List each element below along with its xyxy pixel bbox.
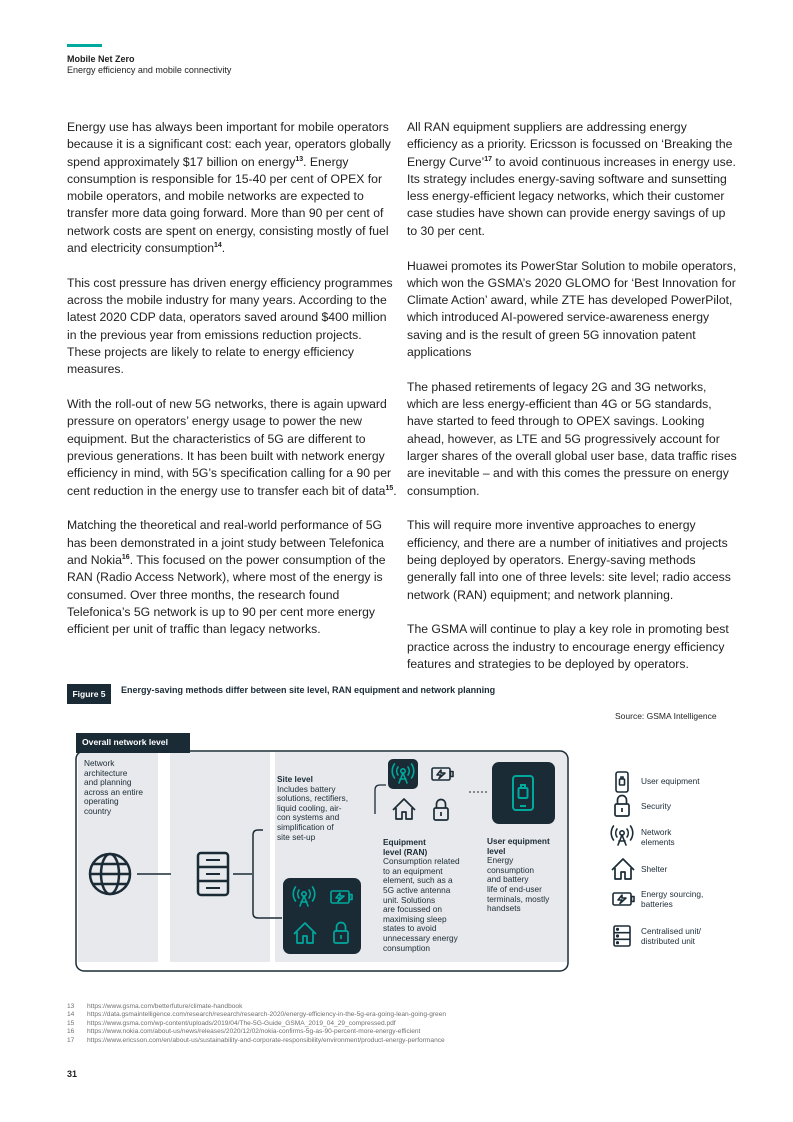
footnote: 16 https://www.nokia.com/about-us/news/releases/2020/12/02/nokia-confirms-5g-as-90-percent-more-energy-efficient (67, 1028, 421, 1036)
figure-title: Energy-saving methods differ between site level, RAN equipment and network planning (121, 685, 496, 695)
antenna-icon (611, 826, 633, 845)
paragraph: The GSMA will continue to play a key role in promoting best practice across the industry to encourage energy efficiency features and strategies to be deployed by operators. (407, 622, 729, 672)
footnote-ref[interactable]: 14 (214, 242, 222, 250)
ran-level-description: Equipment level (RAN) Consumption related to an equipment element, such as a 5G active antenna unit. Solutions are focussed on maximising sleep states to avoid unnecessary energy consumption (383, 837, 460, 953)
paragraph: Energy use has always been important for mobile operators because it is a significant cost: each year, operators globally spend approximately $17 billion on energy$^{13}$. Energy consumption is responsible for 15-40 per cent of OPEX for mobile operators, and mobile networks are expected to transfer more data going forward. More than 90 per cent of network costs are spent on energy, consisting mostly of fuel and electricity consumption$^{14}$. (67, 120, 391, 256)
lock-icon (615, 796, 629, 817)
paragraph: Huawei promotes its PowerStar Solution to mobile operators, which won the GSMA’s 2020 GLOMO for ‘Best Innovation for Climate Action’ award, while ZTE has developed PowerPilot, which introduced AI-powered service-awareness energy saving and is the result of green 5G innovation patent applications (407, 258, 737, 360)
legend-label-user-equipment: User equipment (641, 776, 700, 786)
legend-label-cu-du: Centralised unit/ distributed unit (641, 926, 701, 946)
paragraph: All RAN equipment suppliers are addressing energy efficiency as a priority. Ericsson is focussed on ‘Breaking the Energy Curve’$^{17}$ to avoid continuous increases in energy use. Its strategy includes energy-saving software and sunsetting less energy-efficient legacy networks, which their customer case studies have shown can provide energy savings of up to 30 per cent. (407, 120, 736, 238)
paragraph: This cost pressure has driven energy efficiency programmes across the mobile industry for many years. According to the latest 2020 CDP data, operators saved around $400 million in the previous year from emissions reduction projects. These projects are likely to relate to energy efficiency measures. (67, 275, 393, 377)
footnote: 17 https://www.ericsson.com/en/about-us/sustainability-and-corporate-responsibility/environment/product-energy-performance (67, 1036, 445, 1044)
right-column (407, 119, 737, 691)
footnote-ref[interactable]: 17 (484, 155, 493, 163)
footnote-link[interactable]: https://www.gsma.com/betterfuture/climate-handbook (87, 1003, 243, 1010)
footnote-link[interactable]: https://www.nokia.com/about-us/news/releases/2020/12/02/nokia-confirms-5g-as-90-percent-more-energy-efficient (87, 1028, 421, 1036)
footnotes (67, 1003, 446, 1045)
paragraph: With the roll-out of new 5G networks, there is again upward pressure on operators’ energy usage to power the new equipment. But the characteristics of 5G are different to previous generations. It has been built with network energy efficiency in mind, with 5G’s specification calling for a 90 per cent reduction in the energy use to transfer each bit of data$^{15}$. (67, 397, 397, 498)
publication-subtitle: Energy efficiency and mobile connectivity (67, 65, 232, 75)
site-level-description: Site level Includes battery solutions, rectifiers, liquid cooling, air- con systems and simplification of site set-up (277, 774, 349, 842)
battery-icon (613, 893, 634, 905)
publication-title: Mobile Net Zero (67, 54, 135, 64)
left-column (67, 119, 397, 656)
page-number: 31 (67, 1069, 78, 1079)
footnote-ref[interactable]: 15 (385, 484, 394, 492)
footnote-ref[interactable]: 13 (295, 155, 304, 163)
user-equipment-tile (492, 762, 555, 824)
legend-label-energy-sourcing: Energy sourcing, batteries (641, 889, 704, 909)
footnote-ref[interactable]: 16 (121, 553, 130, 561)
footnote-link[interactable]: https://www.ericsson.com/en/about-us/sustainability-and-corporate-responsibility/environment/product-energy-performance (87, 1036, 445, 1044)
legend-label-network-elements: Network elements (641, 827, 675, 847)
footnote-link[interactable]: https://www.gsma.com/wp-content/uploads/2019/04/The-5G-Guide_GSMA_2019_04_29_compressed.pdf (87, 1019, 396, 1027)
paragraph: The phased retirements of legacy 2G and 3G networks, which are less energy-efficient than 4G or 5G standards, have started to feed through to OPEX savings. Looking ahead, however, as LTE and 5G progressively account for larger shares of the overall global user base, data traffic rises are inevitable – and with this comes the pressure on energy consumption. (407, 379, 737, 498)
paragraph: This will require more inventive approaches to energy efficiency, and there are a number of initiatives and projects being deployed by operators. Energy-saving methods generally fall into one of three levels: site level; radio access network (RAN) equipment; and network planning. (407, 518, 731, 602)
footnote-link[interactable]: https://data.gsmaintelligence.com/research/research/research-2020/energy-efficiency-in-the-5g-era-going-lean-going-green (87, 1011, 447, 1019)
panel-cu-du (170, 752, 270, 962)
header-accent-rule (67, 44, 102, 47)
figure-tag: Figure 5 (67, 684, 111, 704)
site-level-title: Site level (277, 774, 313, 784)
figure-source: Source: GSMA Intelligence (615, 711, 717, 721)
user-equipment-icon (616, 772, 628, 792)
legend-label-security: Security (641, 801, 671, 811)
legend-label-shelter: Shelter (641, 864, 668, 874)
overall-network-label: Overall network level (82, 737, 168, 747)
paragraph: Matching the theoretical and real-world performance of 5G has been demonstrated in a joint study between Telefonica and Nokia$^{16}$. This focused on the power consumption of the RAN (Radio Access Network), where most of the energy is consumed. Over three months, the research found Telefonica’s 5G network is up to 90 per cent more energy efficient per unit of traffic than legacy networks. (67, 518, 386, 637)
house-icon (612, 859, 634, 879)
user-level-description: User equipment level Energy consumption and battery life of end-user terminals, mostly handsets (487, 836, 550, 914)
server-icon (614, 926, 630, 946)
footnote: 13 https://www.gsma.com/betterfuture/climate-handbook (67, 1003, 243, 1010)
footnote: 14 https://data.gsmaintelligence.com/research/research/research-2020/energy-efficiency-in-the-5g-era-going-lean-going-green (67, 1011, 447, 1019)
network-description: Network architecture and planning across an entire operating country (84, 758, 144, 816)
figure-diagram (67, 730, 722, 992)
footnote: 15 https://www.gsma.com/wp-content/uploads/2019/04/The-5G-Guide_GSMA_2019_04_29_compressed.pdf (67, 1019, 396, 1027)
